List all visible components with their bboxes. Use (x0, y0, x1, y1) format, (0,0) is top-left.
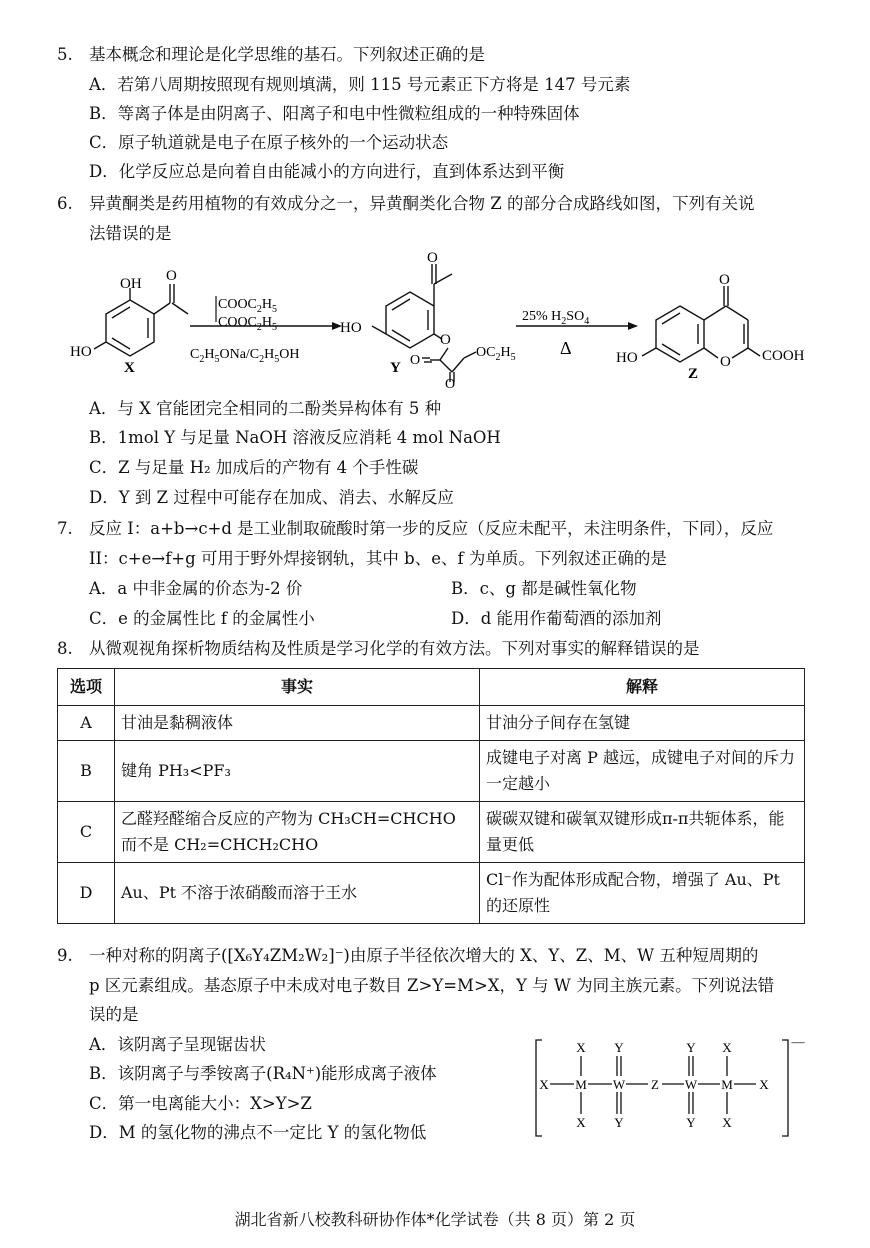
q6-number: 6. (57, 194, 73, 213)
table-row (58, 741, 805, 802)
header-explanation: 解释 (480, 669, 805, 706)
table-row (58, 802, 805, 863)
page-footer: 湖北省新八校教科研协作体*化学试卷（共 8 页）第 2 页 (234, 1210, 636, 1229)
row-option: B (58, 741, 115, 802)
table-row (58, 863, 805, 924)
q7-option-b: B．c、g 都是碱性氧化物 (451, 579, 637, 598)
struct-x-top-left: X (576, 1040, 586, 1055)
anion-structure (528, 1036, 818, 1142)
q5-option-b: B．等离子体是由阴离子、阳离子和电中性微粒组成的一种特殊固体 (89, 104, 580, 123)
q9-option-c: C．第一电离能大小：X>Y>Z (89, 1094, 312, 1113)
row-fact: 乙醛羟醛缩合反应的产物为 CH₃CH=CHCHO 而不是 CH₂=CHCH₂CHO (115, 802, 480, 863)
q5-option-a: A．若第八周期按照现有规则填满，则 115 号元素正下方将是 147 号元素 (89, 75, 631, 94)
compound-x-label: X (124, 360, 135, 376)
q9-option-a: A．该阴离子呈现锯齿状 (89, 1035, 266, 1054)
row-explanation: 甘油分子间存在氢键 (480, 706, 805, 741)
q6-option-b: B．1mol Y 与足量 NaOH 溶液反应消耗 4 mol NaOH (89, 428, 501, 447)
q6-option-c: C．Z 与足量 H₂ 加成后的产物有 4 个手性碳 (89, 458, 419, 477)
y-ester-o-label: O (445, 377, 456, 388)
reagent-base: $C_2H_5ONa/C_2H_5OH$ (190, 347, 300, 365)
q7-stem-line1: 反应 I：a+b→c+d 是工业制取硫酸时第一步的反应（反应未配平，未注明条件，下同），反应 (89, 519, 774, 538)
row-fact: 甘油是黏稠液体 (115, 706, 480, 741)
row-option: A (58, 706, 115, 741)
struct-x-bottom-left: X (576, 1115, 586, 1130)
row-option: D (58, 863, 115, 924)
reagent-ester-1: $COOC_2H_5$ (218, 297, 278, 315)
row-explanation: Cl⁻作为配体形成配合物，增强了 Au、Pt 的还原性 (480, 863, 805, 924)
header-fact: 事实 (115, 669, 480, 706)
struct-m-right: M (721, 1077, 733, 1092)
struct-charge: — (791, 1036, 805, 1049)
q7-stem-line2: II：c+e→f+g 可用于野外焊接钢轨，其中 b、e、f 为单质。下列叙述正确的是 (89, 549, 667, 568)
q9-option-d: D．M 的氢化物的沸点不一定比 Y 的氢化物低 (89, 1123, 427, 1142)
q9-number: 9. (57, 946, 73, 965)
q6-stem-line2: 法错误的是 (89, 224, 172, 243)
q7-option-a: A．a 中非金属的价态为-2 价 (89, 579, 303, 598)
reagent-ester-2: $COOC_2H_5$ (218, 315, 278, 333)
q5-number: 5. (57, 45, 73, 64)
x-oh-label: OH (120, 276, 142, 292)
struct-x-right: X (759, 1077, 769, 1092)
struct-y-top-left: Y (614, 1040, 624, 1055)
q9-stem-line3: 误的是 (89, 1005, 139, 1024)
row-fact: Au、Pt 不溶于浓硝酸而溶于王水 (115, 863, 480, 924)
q7-option-d: D．d 能用作葡萄酒的添加剂 (451, 609, 662, 628)
z-ring-o-label: O (720, 354, 731, 370)
q6-stem-line1: 异黄酮类是药用植物的有效成分之一，异黄酮类化合物 Z 的部分合成路线如图，下列有关说 (89, 194, 755, 213)
reagent-acid: 25% $H_2SO_4$ (522, 309, 590, 327)
q5-stem: 基本概念和理论是化学思维的基石。下列叙述正确的是 (89, 45, 485, 64)
struct-x-left: X (539, 1077, 549, 1092)
x-oxo-label: O (166, 268, 177, 284)
z-cooh-label: COOH (762, 348, 805, 364)
synthesis-scheme (60, 248, 820, 388)
y-oc2h5-label: $OC_2H_5$ (476, 345, 516, 363)
compound-z-label: Z (688, 366, 699, 382)
x-ho-label: HO (70, 344, 92, 360)
struct-w-right: W (684, 1077, 698, 1092)
q8-stem: 从微观视角探析物质结构及性质是学习化学的有效方法。下列对事实的解释错误的是 (89, 639, 700, 658)
q6-option-d: D．Y 到 Z 过程中可能存在加成、消去、水解反应 (89, 488, 454, 507)
row-explanation: 碳碳双键和碳氧双键形成π-π共轭体系，能量更低 (480, 802, 805, 863)
struct-x-top-right: X (722, 1040, 732, 1055)
header-option: 选项 (58, 669, 115, 706)
row-option: C (58, 802, 115, 863)
table-row (58, 706, 805, 741)
heat-symbol: Δ (560, 338, 572, 358)
y-ether-o-label: O (440, 332, 451, 348)
z-ho-label: HO (616, 350, 638, 366)
struct-m-left: M (575, 1077, 587, 1092)
compound-y-label: Y (390, 360, 401, 376)
q5-option-c: C．原子轨道就是电子在原子核外的一个运动状态 (89, 133, 449, 152)
row-explanation: 成键电子对离 P 越远，成键电子对间的斥力一定越小 (480, 741, 805, 802)
struct-y-top-right: Y (686, 1040, 696, 1055)
q9-option-b: B．该阴离子与季铵离子(R₄N⁺)能形成离子液体 (89, 1064, 437, 1083)
q6-option-a: A．与 X 官能团完全相同的二酚类异构体有 5 种 (89, 399, 442, 418)
facts-table (57, 668, 805, 924)
y-oxo-label: O (427, 250, 438, 266)
struct-z-center: Z (651, 1077, 659, 1092)
q8-number: 8. (57, 639, 73, 658)
y-ketone-o-label: O (410, 353, 421, 368)
struct-w-left: W (612, 1077, 626, 1092)
q9-stem-line1: 一种对称的阴离子([X₆Y₄ZM₂W₂]⁻)由原子半径依次增大的 X、Y、Z、M、W 五种短周期的 (89, 946, 759, 965)
q5-option-d: D．化学反应总是向着自由能减小的方向进行，直到体系达到平衡 (89, 162, 565, 181)
q9-stem-line2: p 区元素组成。基态原子中未成对电子数目 Z>Y=M>X，Y 与 W 为同主族元素。下列说法错 (89, 976, 775, 995)
q7-option-c: C．e 的金属性比 f 的金属性小 (89, 609, 315, 628)
y-ho-label: HO (340, 320, 362, 336)
struct-x-bottom-right: X (722, 1115, 732, 1130)
q7-number: 7. (57, 519, 73, 538)
z-oxo-label: O (719, 272, 730, 288)
row-fact: 键角 PH₃<PF₃ (115, 741, 480, 802)
struct-y-bottom-left: Y (614, 1115, 624, 1130)
struct-y-bottom-right: Y (686, 1115, 696, 1130)
table-header-row (58, 669, 805, 706)
